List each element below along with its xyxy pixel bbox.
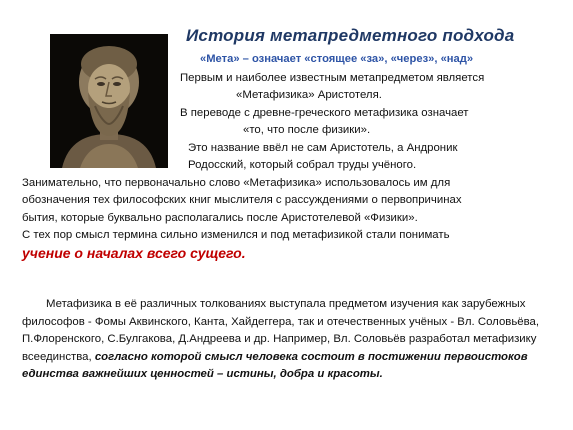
intro-line: «Метафизика» Аристотеля. [236, 89, 382, 101]
intro-line: В переводе с древне-греческого метафизика означает [180, 107, 469, 119]
slide-subtitle: «Мета» – означает «стоящее «за», «через», «над» [200, 53, 474, 65]
metaphysics-paragraph [22, 296, 557, 384]
highlight-phrase: учение о началах всего сущего. [22, 245, 246, 261]
aristotle-portrait-icon [50, 34, 168, 168]
paragraph-text: Метафизика в её различных толкованиях выступала предметом изучения как зарубежных философов - Фомы Аквинского, Канта, Хайдеггера, так и отечественных учёных - Вл. Соловьёва, П.Флоренского, С.Булгакова, Д.Андреева и др. Например, Вл. Соловьёв разработал метафизику всеединства, [22, 298, 540, 363]
slide-title: История метапредметного подхода [186, 26, 515, 45]
intro-line: Родосский, который собрал труды учёного. [188, 159, 417, 171]
intro-line: Первым и наиболее известным метапредметом является [180, 72, 485, 84]
body-line: обозначения тех философских книг мыслителя с рассуждениями о первопричинах [22, 194, 462, 206]
intro-line: Это название ввёл не сам Аристотель, а Андроник [188, 142, 458, 154]
body-line: бытия, которые буквально располагались после Аристотелевой «Физики». [22, 212, 418, 224]
intro-line: «то, что после физики». [243, 124, 371, 136]
body-line: Занимательно, что первоначально слово «Метафизика» использовалось им для [22, 177, 451, 189]
paragraph-emphasis: согласно которой смысл человека состоит в постижении первоистоков единства важнейших ценностей – истины, добра и красоты. [22, 350, 528, 380]
body-line: С тех пор смысл термина сильно изменился и под метафизикой стали понимать [22, 229, 450, 241]
